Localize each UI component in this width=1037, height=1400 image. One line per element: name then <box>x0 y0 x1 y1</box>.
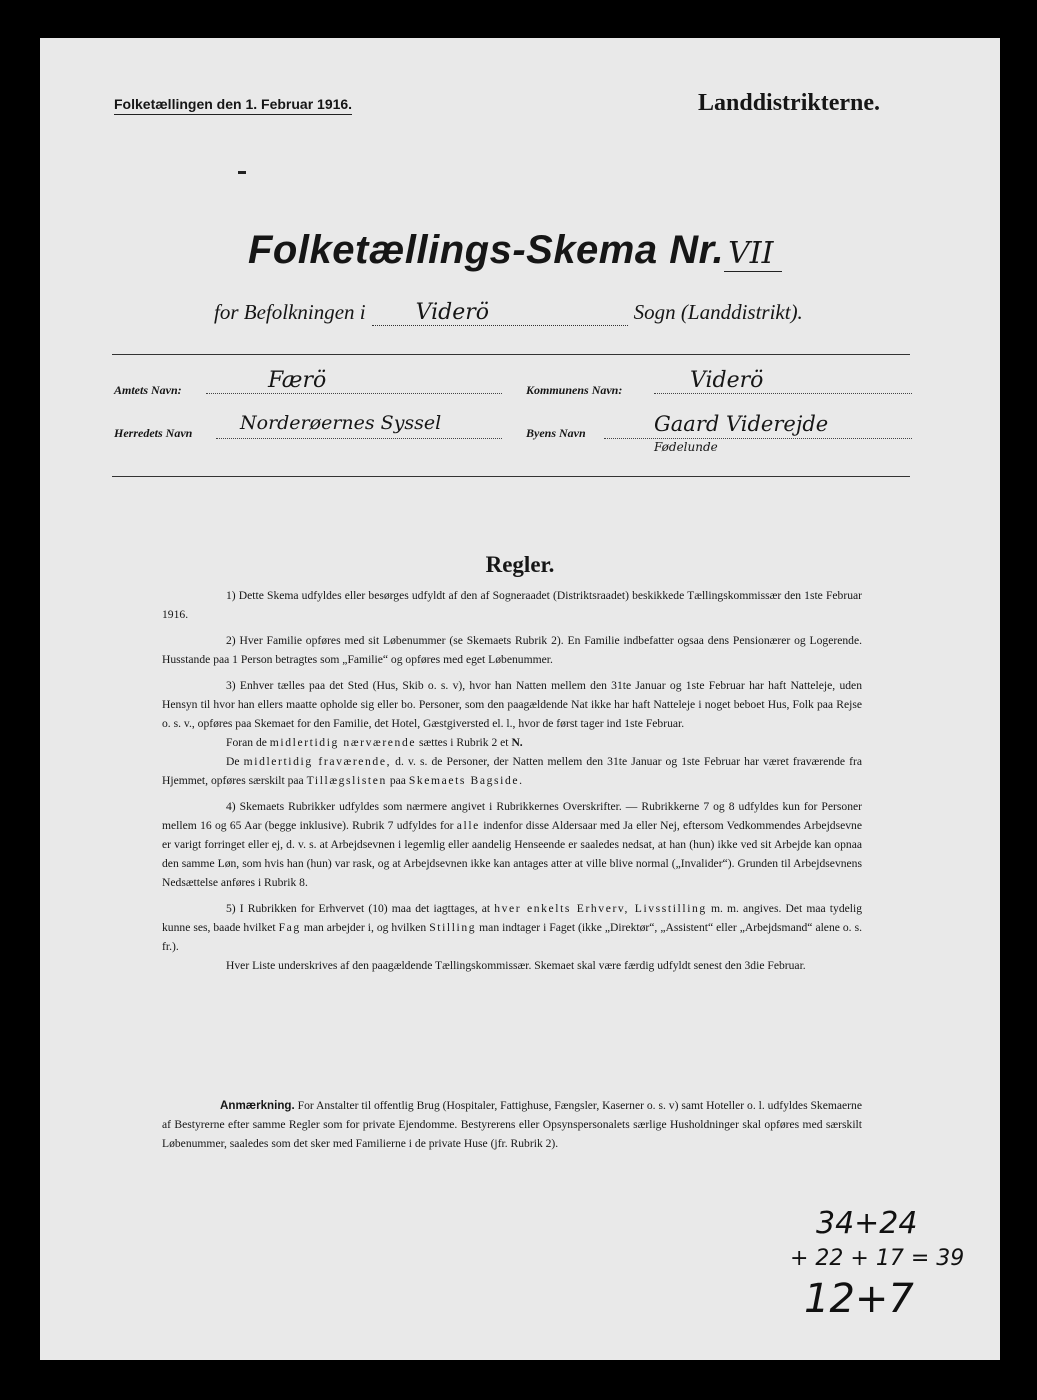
rule-5-pre: 5) I Rubrikken for Erhvervet (10) maa det iagttages, at <box>226 902 491 915</box>
kommune-label: Kommunens Navn: <box>526 383 623 397</box>
rules-section <box>162 586 862 982</box>
form-title <box>248 228 782 273</box>
amt-value: Færö <box>268 368 327 393</box>
rule-3c-spaced2: Tillægslisten <box>306 774 387 787</box>
tally-line-3: 12+7 <box>804 1276 914 1322</box>
rule-3b-pre: Foran de <box>226 736 267 749</box>
rule-4-pre: 4) Skemaets Rubrikker udfyldes som nærmere angivet i Rubrikkernes Overskrifter. — Rubrikkerne 7 og 8 udfyldes kun for Personer mellem 16 og 65 Aar (begge inklusive). Rubrik 7 udfyldes for <box>162 800 862 832</box>
remark-paragraph <box>162 1096 862 1153</box>
rule-3b-spaced: midlertidig nærværende <box>269 736 417 749</box>
census-form-page <box>40 38 1000 1360</box>
herred-label: Herredets Navn <box>114 426 193 440</box>
rule-3c-pre: De <box>226 755 240 768</box>
divider-bottom <box>112 476 910 477</box>
amt-dotted-line <box>206 393 502 394</box>
rule-5-spaced1: hver enkelts Erhverv, Livsstilling <box>494 902 707 915</box>
tally-line-1: 34+24 <box>816 1206 918 1241</box>
rule-1: 1) Dette Skema udfyldes eller besørges udfyldt af den af Sogneraadet (Distriktsraadet) beskikkede Tællingskommissær den 1ste Februar 1916. <box>162 589 862 621</box>
census-date-header: Folketællingen den 1. Februar 1916. <box>114 96 352 115</box>
ink-mark <box>238 171 246 174</box>
parish-prefix: for Befolkningen i <box>214 300 366 324</box>
by-label: Byens Navn <box>526 426 586 440</box>
herred-dotted-line <box>216 438 502 439</box>
remark-section <box>162 1096 862 1153</box>
form-number: VII <box>724 236 782 272</box>
divider-top <box>112 354 910 355</box>
rule-6: Hver Liste underskrives af den paagældende Tællingskommissær. Skemaet skal være færdig udfyldt senest den 3die Februar. <box>226 959 806 972</box>
herred-value: Norderøernes Syssel <box>240 412 442 434</box>
rule-4 <box>162 797 862 892</box>
rule-3-present <box>162 733 862 752</box>
rule-3c-mid2: paa <box>389 774 406 787</box>
parish-suffix: Sogn (Landdistrikt). <box>633 300 803 324</box>
parish-line <box>214 300 803 326</box>
rule-3-absent <box>162 752 862 790</box>
rule-5-spaced3: Stilling <box>429 921 477 934</box>
kommune-dotted-line <box>654 393 912 394</box>
amt-label: Amtets Navn: <box>114 383 182 397</box>
rule-5-mid: m. m. angives. Det maa tydelig kunne ses, baade hvilket <box>162 902 863 934</box>
by-value: Gaard Viderejde <box>654 412 829 436</box>
rule-4-post: indenfor disse Aldersaar med Ja eller Nej, eftersom Vedkommendes Arbejdsevne er varigt forringet eller ej, d. v. s. at Arbejdsevnen i legemlig eller aandelig Henseende er saaledes nedsat, at han (hun) ikke ved sit Arbejde kan opnaa den samme Løn, som hvis han (hun) var rask, og at Arbejdsevnen ikke kan antages atter at ville blive normal („Invalider“). Grunden til Arbejdsevnens Nedsættelse anføres i Rubrik 8. <box>162 819 862 889</box>
remark-text: For Anstalter til offentlig Brug (Hospitaler, Fattighuse, Fængsler, Kaserner o. s. v) samt Hoteller o. l. udfyldes Skemaerne af Bestyrerne efter samme Regler som for private Ejendomme. Bestyrerens eller Opsynspersonalets særlige Husholdninger skal opføres med særskilt Løbenummer, saaledes som det sker med Familierne i de private Huse (jfr. Rubrik 2). <box>162 1099 862 1150</box>
remark-label: Anmærkning. <box>220 1099 295 1112</box>
rule-3c-spaced3: Skemaets Bagside. <box>408 774 524 787</box>
rule-5-post: man indtager i Faget (ikke „Direktør“, „Assistent“ eller „Arbejdsmand“ alene o. s. fr.). <box>162 921 862 953</box>
rule-2: 2) Hver Familie opføres med sit Løbenummer (se Skemaets Rubrik 2). En Familie indbefatter ogsaa dens Pensionærer og Logerende. Husstande paa 1 Person betragtes som „Familie“ og opføres med eget Løbenummer. <box>162 634 862 666</box>
rule-5-spaced2: Fag <box>278 921 301 934</box>
by-dotted-line <box>604 438 912 439</box>
tally-line-2: + 22 + 17 = 39 <box>790 1246 965 1271</box>
rule-5 <box>162 899 862 956</box>
rule-3b-mark: N. <box>511 736 523 749</box>
rule-3: 3) Enhver tælles paa det Sted (Hus, Skib o. s. v), hvor han Natten mellem den 31te Januar og 1ste Februar har haft Natteleje, uden Hensyn til hvor han ellers maatte opholde sig eller bo. Personer, som den paagældende Nat ikke har haft Natteleje i noget beboet Hus, Folk paa Rejse o. s. v., opføres paa Skemaet for den Familie, det Hotel, Gæstgiversted el. l., hvor de først tager ind 1ste Februar. <box>162 679 862 730</box>
rule-4-spaced: alle <box>456 819 480 832</box>
rule-3c-mid: d. v. s. de Personer, der Natten mellem den 31te Januar og 1ste Februar har været fraværende fra Hjemmet, opføres særskilt paa <box>162 755 862 787</box>
form-title-text: Folketællings-Skema Nr. <box>248 228 725 272</box>
rule-3c-spaced: midlertidig fraværende, <box>243 755 392 768</box>
by-value-sub: Fødelunde <box>654 440 718 454</box>
district-header: Landdistrikterne. <box>698 90 881 116</box>
parish-value: Viderö <box>372 300 628 326</box>
rules-heading: Regler. <box>485 552 555 577</box>
kommune-value: Viderö <box>690 368 764 393</box>
rule-3b-post: sættes i Rubrik 2 et <box>419 736 509 749</box>
rule-5-mid2: man arbejder i, og hvilken <box>303 921 427 934</box>
